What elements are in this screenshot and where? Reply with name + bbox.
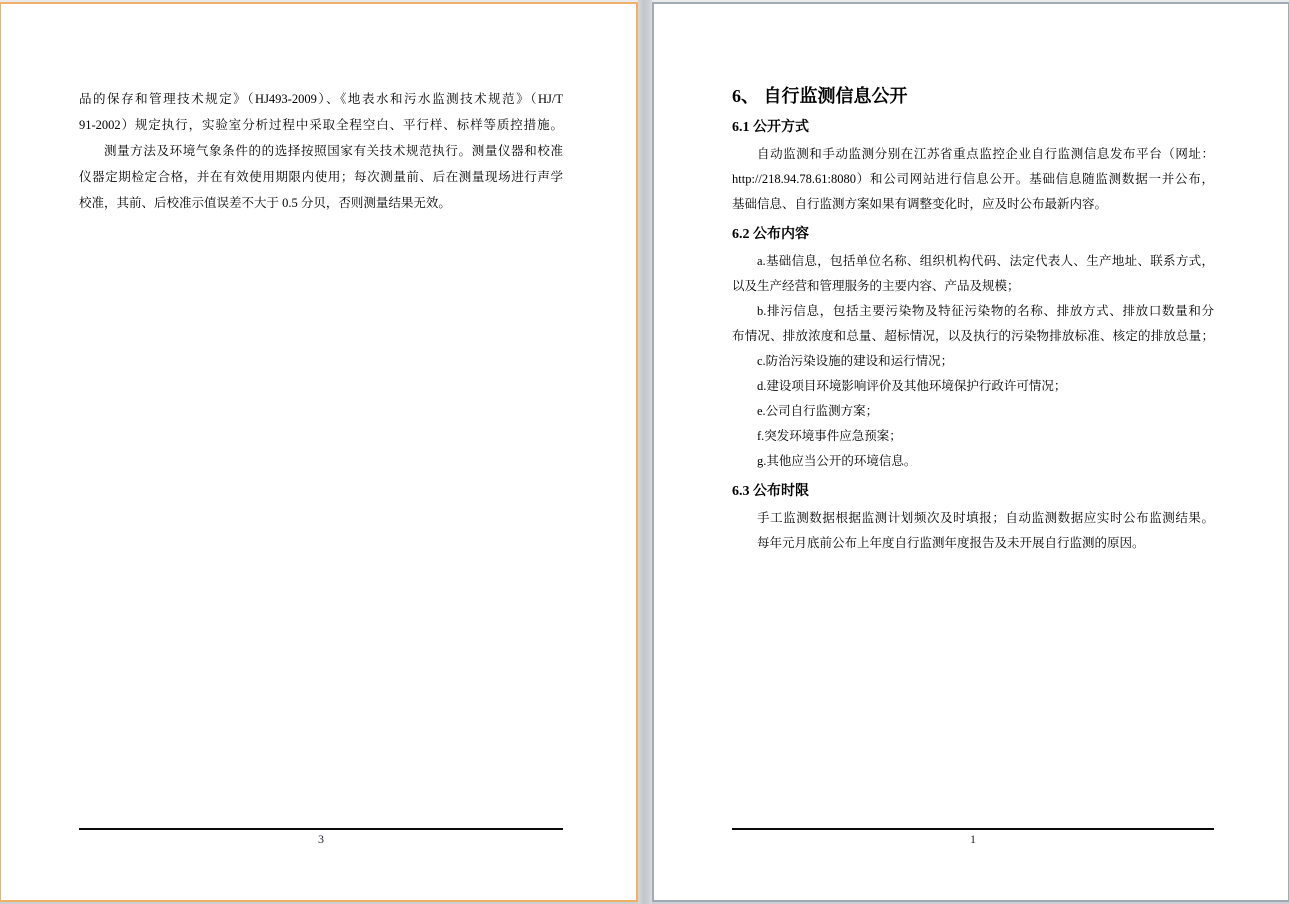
text-line: 校准，其前、后校准示值误差不大于 0.5 分贝，否则测量结果无效。	[79, 196, 451, 210]
page-number: 3	[318, 832, 324, 846]
subsection-heading: 6.3 公布时限	[732, 484, 809, 499]
text-line: 自动监测和手动监测分别在江苏省重点监控企业自行监测信息发布平台（网址：	[757, 147, 1214, 161]
text-line: 基础信息、自行监测方案如果有调整变化时，应及时公布最新内容。	[732, 197, 1108, 211]
text-line: f.突发环境事件应急预案；	[757, 429, 902, 443]
section-heading: 6、 自行监测信息公开	[732, 86, 908, 106]
text-line: g.其他应当公开的环境信息。	[757, 454, 917, 468]
text-line: a.基础信息，包括单位名称、组织机构代码、法定代表人、生产地址、联系方式，	[757, 254, 1214, 268]
document-page-left[interactable]	[0, 2, 638, 902]
page-right-footer	[732, 828, 1214, 848]
page-number: 1	[970, 832, 976, 846]
page-left-footer	[79, 828, 563, 848]
text-line: d.建设项目环境影响评价及其他环境保护行政许可情况；	[757, 379, 1067, 393]
page-left-text-body	[79, 86, 563, 216]
text-line: 手工监测数据根据监测计划频次及时填报；自动监测数据应实时公布监测结果。	[757, 511, 1214, 525]
text-line: 91-2002）规定执行，实验室分析过程中采取全程空白、平行样、标样等质控措施。	[79, 118, 563, 132]
page-gap	[638, 0, 652, 904]
text-line: 品的保存和管理技术规定》（HJ493-2009）、《地表水和污水监测技术规范》（HJ/T	[79, 92, 563, 106]
text-line: http://218.94.78.61:8080）和公司网站进行信息公开。基础信息随监测数据一并公布，	[732, 172, 1214, 186]
page-right-text-body	[732, 84, 1214, 556]
text-line: 测量方法及环境气象条件的的选择按照国家有关技术规范执行。测量仪器和校准	[104, 144, 563, 158]
text-line: b.排污信息，包括主要污染物及特征污染物的名称、排放方式、排放口数量和分	[757, 304, 1214, 318]
text-line: 每年元月底前公布上年度自行监测年度报告及未开展自行监测的原因。	[757, 536, 1145, 550]
subsection-heading: 6.1 公开方式	[732, 120, 809, 135]
text-line: 以及生产经营和管理服务的主要内容、产品及规模；	[732, 279, 1020, 293]
subsection-heading: 6.2 公布内容	[732, 227, 809, 242]
text-line: 布情况、排放浓度和总量、超标情况，以及执行的污染物排放标准、核定的排放总量；	[732, 329, 1214, 343]
text-line: 仪器定期检定合格，并在有效使用期限内使用；每次测量前、后在测量现场进行声学	[79, 170, 563, 184]
text-line: e.公司自行监测方案；	[757, 404, 879, 418]
text-line: c.防治污染设施的建设和运行情况；	[757, 354, 954, 368]
document-page-right[interactable]	[652, 2, 1289, 902]
